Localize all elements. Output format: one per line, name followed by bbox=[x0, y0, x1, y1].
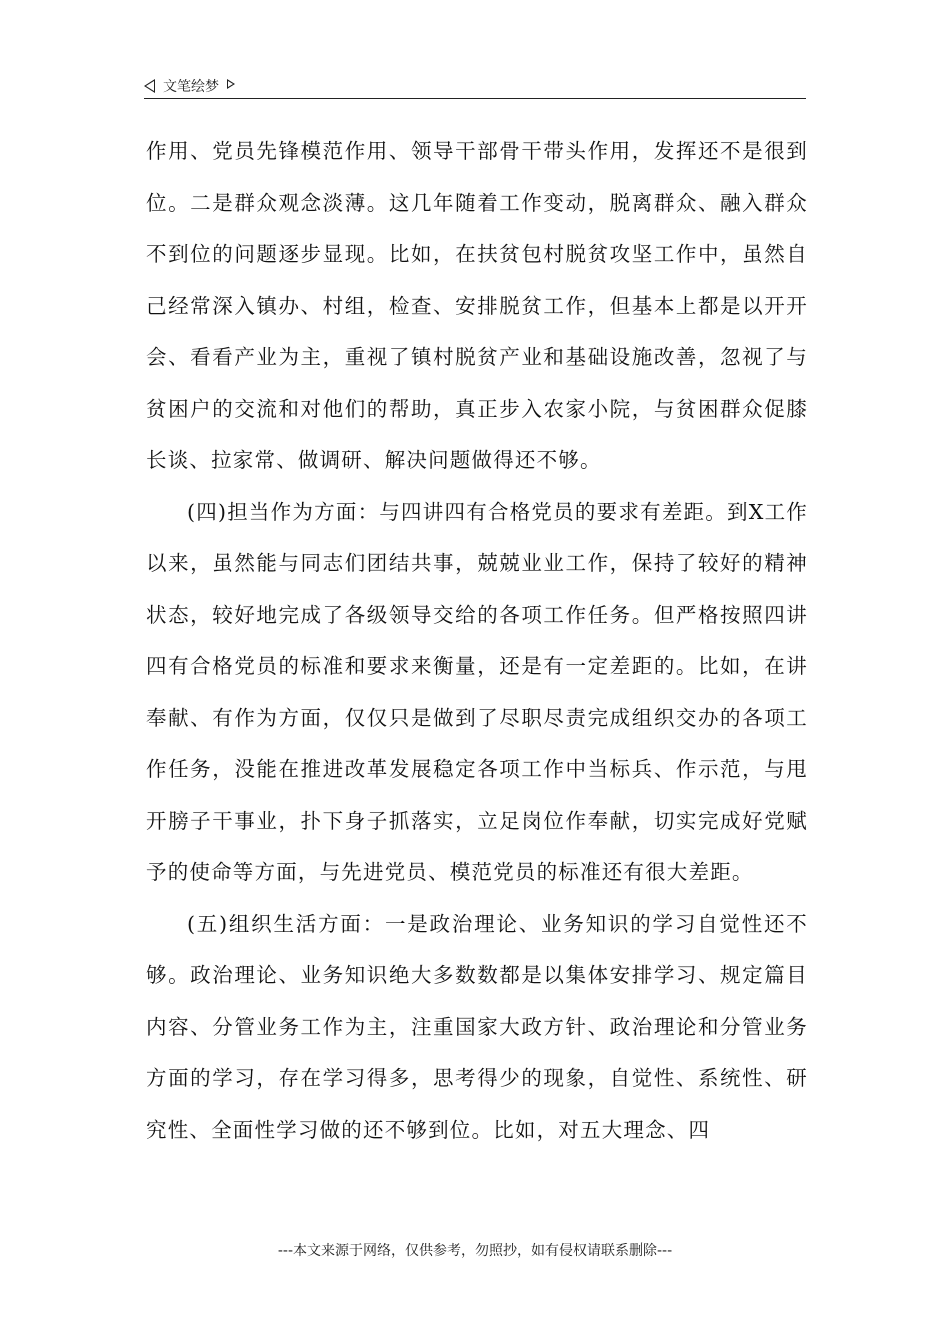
page-footer: ---本文来源于网络，仅供参考，勿照抄，如有侵权请联系删除--- bbox=[277, 1243, 673, 1259]
paragraph-3: (五)组织生活方面：一是政治理论、业务知识的学习自觉性还不够。政治理论、业务知识绝大多数数都是以集体安排学习、规定篇目内容、分管业务工作为主，注重国家大政方针、政治理论和分管业务方面的学习，存在学习得多，思考得少的现象，自觉性、系统性、研究性、全面性学习做的还不够到位。比如，对五大理念、四 bbox=[146, 911, 808, 1142]
triangle-right-icon bbox=[227, 79, 235, 89]
document-body bbox=[146, 126, 808, 1156]
header-brand-group bbox=[144, 76, 235, 96]
triangle-left-icon bbox=[144, 79, 155, 93]
paragraph-1: 作用、党员先锋模范作用、领导干部骨干带头作用，发挥还不是很到位。二是群众观念淡薄。这几年随着工作变动，脱离群众、融入群众不到位的问题逐步显现。比如，在扶贫包村脱贫攻坚工作中，虽然自己经常深入镇办、村组，检查、安排脱贫工作，但基本上都是以开开会、看看产业为主，重视了镇村脱贫产业和基础设施改善，忽视了与贫困户的交流和对他们的帮助，真正步入农家小院，与贫困群众促膝长谈、拉家常、做调研、解决问题做得还不够。 bbox=[146, 139, 808, 472]
page-header bbox=[144, 72, 806, 99]
paragraph-2: (四)担当作为方面：与四讲四有合格党员的要求有差距。到X工作以来，虽然能与同志们团结共事，兢兢业业工作，保持了较好的精神状态，较好地完成了各级领导交给的各项工作任务。但严格按照四讲四有合格党员的标准和要求来衡量，还是有一定差距的。比如，在讲奉献、有作为方面，仅仅只是做到了尽职尽责完成组织交办的各项工作任务，没能在推进改革发展稳定各项工作中当标兵、作示范，与甩开膀子干事业，扑下身子抓落实，立足岗位作奉献，切实完成好党赋予的使命等方面，与先进党员、模范党员的标准还有很大差距。 bbox=[146, 499, 808, 884]
header-brand: 文笔绘梦 bbox=[163, 79, 219, 95]
